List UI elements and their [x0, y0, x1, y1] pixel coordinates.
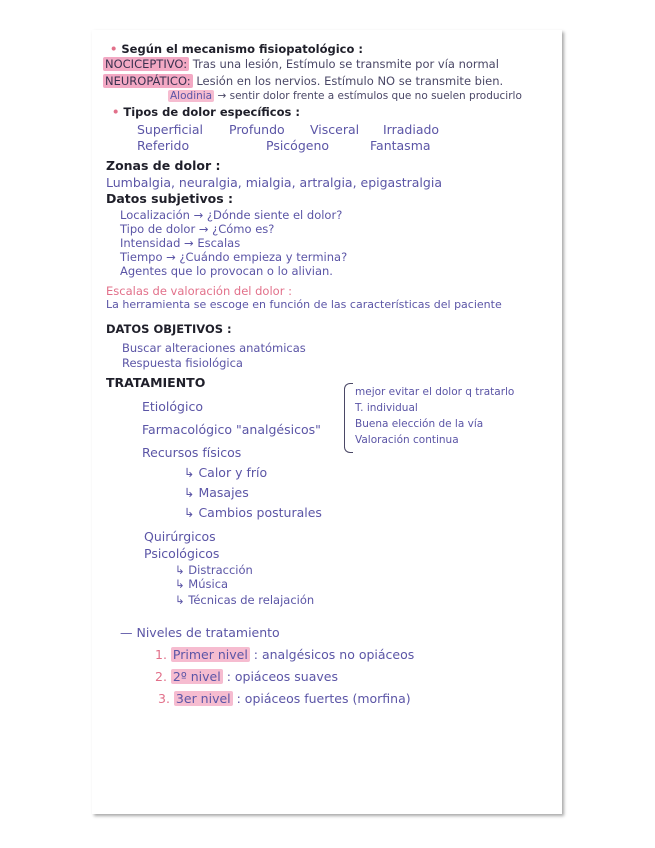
nivel-2-num: 2. [155, 669, 167, 684]
tratamiento-farmacologico: Farmacológico "analgésicos" [142, 422, 321, 437]
recurso-masajes: ↳ Masajes [184, 485, 249, 500]
alodinia-text: → sentir dolor frente a estímulos que no suelen producirlo [217, 90, 522, 102]
objetivo-alteraciones: Buscar alteraciones anatómicas [122, 341, 306, 355]
tipo-irradiado: Irradiado [383, 122, 440, 137]
note-individual: T. individual [355, 402, 418, 414]
tratamiento-quirurgicos: Quirúrgicos [144, 529, 216, 544]
nivel-2-text: : opiáceos suaves [226, 669, 338, 684]
notes-brace [344, 383, 353, 453]
nociceptivo-text: Tras una lesión, Estímulo se transmite por vía normal [192, 57, 499, 71]
tipos-heading [112, 105, 300, 119]
bullet-icon: • [110, 42, 118, 56]
mechanism-title: Según el mecanismo fisiopatológico : [121, 42, 363, 56]
zonas-text: Lumbalgia, neuralgia, mialgia, artralgia, epigastralgia [106, 175, 442, 190]
nivel-1-text: : analgésicos no opiáceos [253, 647, 415, 662]
alodinia-line [168, 89, 522, 103]
psicologico-relajacion: ↳ Técnicas de relajación [175, 593, 315, 607]
alodinia-term: Alodinia [170, 90, 213, 102]
tipo-referido: Referido [137, 138, 190, 153]
escalas-title: Escalas de valoración del dolor : [106, 284, 292, 298]
subjetivos-title: Datos subjetivos : [106, 191, 234, 206]
niveles-title: — Niveles de tratamiento [120, 625, 280, 640]
nivel-1-label: Primer nivel [172, 647, 248, 662]
nociceptivo-line [103, 57, 499, 71]
note-via: Buena elección de la vía [355, 418, 484, 430]
mechanism-heading [110, 42, 363, 56]
subjetivo-tiempo: Tiempo → ¿Cuándo empieza y termina? [120, 250, 348, 264]
recurso-cambios-posturales: ↳ Cambios posturales [184, 505, 322, 520]
subjetivo-localizacion: Localización → ¿Dónde siente el dolor? [120, 208, 343, 222]
neuropatico-term: NEUROPÁTICO: [105, 74, 191, 88]
subjetivo-intensidad: Intensidad → Escalas [120, 236, 241, 250]
tipo-visceral: Visceral [310, 122, 360, 137]
nivel-2-label: 2º nivel [172, 669, 221, 684]
nivel-3-text: : opiáceos fuertes (morfina) [236, 691, 411, 706]
nociceptivo-term: NOCICEPTIVO: [105, 57, 188, 71]
note-valoracion: Valoración continua [355, 434, 459, 446]
recursos-title: Recursos físicos [142, 445, 242, 460]
tipo-superficial: Superficial [137, 122, 203, 137]
tratamiento-etiologico: Etiológico [142, 399, 203, 414]
tipo-profundo: Profundo [229, 122, 285, 137]
tipo-psicogeno: Psicógeno [266, 138, 330, 153]
psicologico-distraccion: ↳ Distracción [175, 563, 253, 577]
nivel-3-num: 3. [158, 691, 170, 706]
bullet-icon: • [112, 105, 120, 119]
escalas-text: La herramienta se escoge en función de las características del paciente [106, 298, 502, 311]
recurso-calor-frio: ↳ Calor y frío [184, 465, 268, 480]
nivel-3-label: 3er nivel [175, 691, 231, 706]
tipo-fantasma: Fantasma [370, 138, 431, 153]
tipos-title: Tipos de dolor específicos : [123, 105, 300, 119]
nivel-1-num: 1. [155, 647, 167, 662]
objetivo-respuesta: Respuesta fisiológica [122, 356, 243, 370]
zonas-title: Zonas de dolor : [106, 158, 221, 173]
psicologicos-title: Psicológicos [144, 546, 220, 561]
neuropatico-line [103, 74, 503, 88]
neuropatico-text: Lesión en los nervios. Estímulo NO se transmite bien. [196, 74, 504, 88]
nivel-1 [155, 648, 414, 662]
objetivos-title: DATOS OBJETIVOS : [106, 322, 232, 336]
psicologico-musica: ↳ Música [175, 577, 229, 591]
subjetivo-tipo: Tipo de dolor → ¿Cómo es? [120, 222, 275, 236]
subjetivo-agentes: Agentes que lo provocan o lo alivian. [120, 264, 333, 278]
tratamiento-title: TRATAMIENTO [106, 375, 206, 390]
note-evitar-dolor: mejor evitar el dolor q tratarlo [355, 386, 515, 398]
nivel-2 [155, 670, 338, 684]
nivel-3 [158, 692, 411, 706]
